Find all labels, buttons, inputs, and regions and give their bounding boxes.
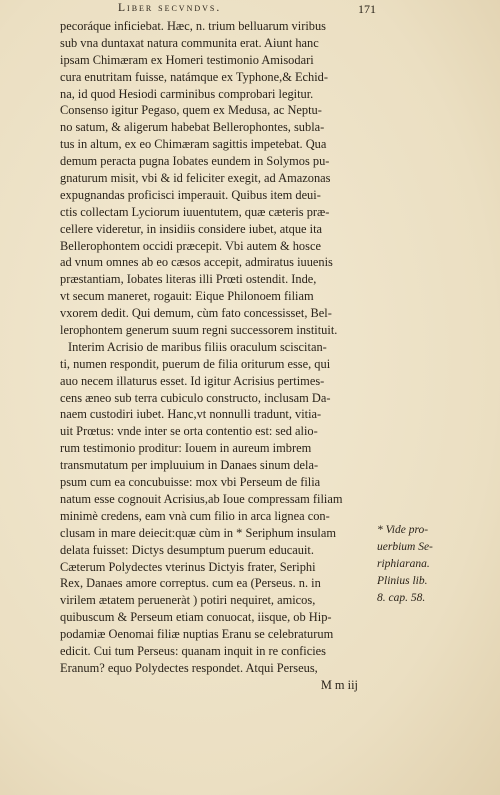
text-line: ctis collectam Lyciorum iuuentutem, quæ cæteris præ-: [60, 204, 330, 219]
text-line: cens æneo sub terra cubiculo constructo, inclusam Da-: [60, 390, 331, 405]
text-line: transmutatum per impluuium in Danaes sinum dela-: [60, 458, 319, 473]
text-line: lerophontem generum suum regni successorem instituit.: [60, 323, 338, 338]
marginal-note-line: 8. cap. 58.: [377, 591, 426, 604]
text-line: ipsam Chimæram ex Homeri testimonio Amisodari: [60, 52, 314, 67]
text-line: podamiæ Oenomai filiæ nuptias Eranu se celebraturum: [60, 627, 334, 642]
text-line: minimè credens, eam vnà cum filio in arca lignea con-: [60, 508, 330, 523]
text-line: uit Prœtus: vnde inter se orta contentio est: sed alio-: [60, 424, 318, 439]
text-line: virilem ætatem perueneràt ) potiri nequiret, amicos,: [60, 593, 316, 608]
text-line: edicit. Cui tum Perseus: quanam inquit in re conficies: [60, 643, 326, 658]
text-line: quibuscum & Perseum etiam conuocat, iisque, ob Hip-: [60, 610, 332, 625]
text-line: expugnandas proficisci imperauit. Quibus item deui-: [60, 187, 321, 202]
marginal-note-line: riphiarana.: [377, 557, 430, 570]
text-line: na, id quod Hesiodi carminibus comprobari legitur.: [60, 86, 314, 101]
text-line: delata fuisset: Dictys desumptum puerum educauit.: [60, 542, 314, 557]
text-line: natum esse cognouit Acrisius,ab Ioue compressam filiam: [60, 491, 343, 506]
running-title: Liber secvndvs.: [118, 2, 222, 14]
text-line: auo necem illaturus esset. Id igitur Acrisius pertimes-: [60, 373, 325, 388]
page-number: 171: [358, 2, 376, 16]
signature-mark: M m iij: [320, 677, 358, 692]
text-line: Consenso igitur Pegaso, quem ex Medusa, ac Neptu-: [60, 103, 322, 118]
text-line: clusam in mare deiecit:quæ cùm in * Seriphum insulam: [60, 525, 336, 540]
marginal-note-line: uerbium Se-: [377, 540, 433, 553]
text-line: cura enutritam fuisse, natámque ex Typhone,& Echid-: [60, 69, 328, 84]
page-header: [118, 2, 376, 18]
body-text: [60, 18, 378, 694]
text-line: Interim Acrisio de maribus filiis oraculum sciscitan-: [68, 339, 327, 354]
text-line: vt secum maneret, rogauit: Eique Philonoem filiam: [60, 289, 314, 304]
text-line: rum testimonio proditur: Iouem in aureum imbrem: [60, 441, 312, 456]
marginal-note-line: * Vide pro-: [377, 524, 429, 536]
text-line: psum cum ea concubuisse: mox vbi Perseum de filia: [60, 475, 321, 490]
text-line: cellere videretur, in insidiis considere iubet, atque ita: [60, 221, 323, 236]
text-line: vxorem dedit. Qui demum, cùm fato concessisset, Bel-: [60, 306, 332, 321]
text-line: no satum, & aligerum habebat Bellerophontes, subla-: [60, 120, 325, 135]
marginal-note: [377, 522, 487, 606]
text-line: tus in altum, ex eo Chimæram sagittis impetebat. Qua: [60, 137, 327, 152]
marginal-note-line: Plinius lib.: [377, 574, 428, 587]
text-line: ad vnum omnes ab eo cæsos accepit, admiratus iuuenis: [60, 255, 333, 270]
text-line: gnaturum misit, vbi & id feliciter exegit, ad Amazonas: [60, 171, 331, 186]
text-line: sub vna duntaxat natura communita erat. Aiunt hanc: [60, 35, 319, 50]
text-line: Cæterum Polydectes vterinus Dictyis frater, Seriphi: [60, 559, 316, 574]
text-line: demum peracta pugna Iobates eundem in Solymos pu-: [60, 154, 330, 169]
text-line: pecoráque inficiebat. Hæc, n. trium belluarum viribus: [60, 19, 326, 33]
text-line: naem custodiri iubet. Hanc,vt nonnulli tradunt, vitia-: [60, 407, 322, 422]
text-line: Bellerophontem occidi præcepit. Vbi autem & hosce: [60, 238, 321, 253]
text-line: Rex, Danaes amore correptus. cum ea (Perseus. n. in: [60, 576, 321, 591]
text-line: præstantiam, Iobates literas illi Prœti ostendit. Inde,: [60, 272, 317, 287]
text-line: ti, numen respondit, puerum de filia oriturum esse, qui: [60, 356, 331, 371]
text-line: Eranum? equo Polydectes respondet. Atqui Perseus,: [60, 660, 318, 675]
